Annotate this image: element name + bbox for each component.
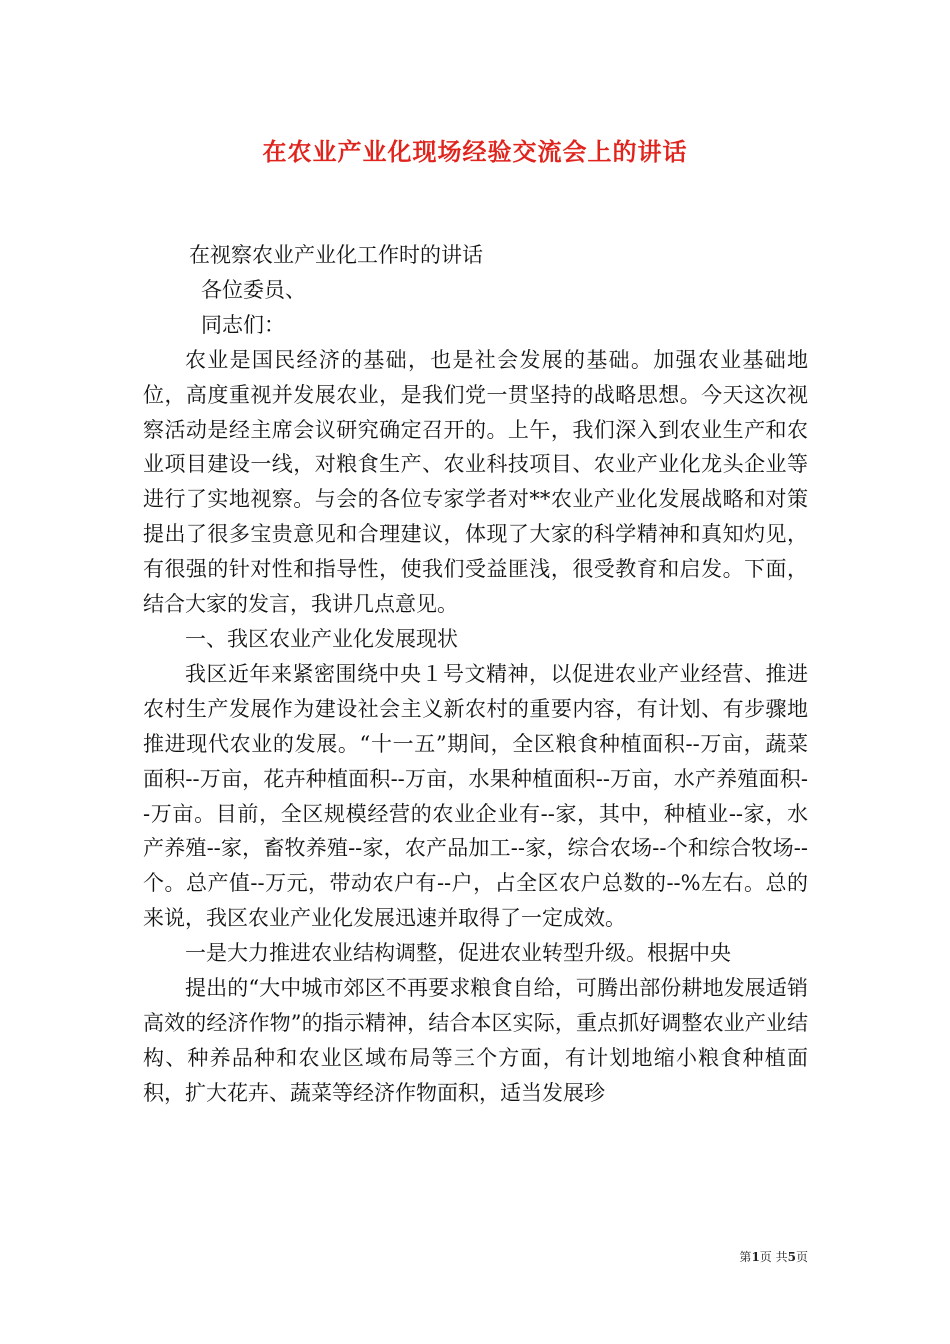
salutation-line-2: 同志们： [201, 312, 285, 337]
body-paragraph: 我区近年来紧密围绕中央１号文精神，以促进农业产业经营、推进农村生产发展作为建设社会主义新农村的重要内容，有计划、有步骤地推进现代农业的发展。“十一五”期间，全区粮食种植面积--万亩，蔬菜面积--万亩，花卉种植面积--万亩，水果种植面积--万亩，水产养殖面积--万亩。目前，全区规模经营的农业企业有--家，其中，种植业--家，水产养殖--家，畜牧养殖--家，农产品加工--家，综合农场--个和综合牧场--个。总产值--万元，带动农户有--户，占全区农户总数的--%左右。总的来说，我区农业产业化发展迅速并取得了一定成效。 [143, 661, 808, 931]
body-paragraph: 提出的“大中城市郊区不再要求粮食自给，可腾出部份耕地发展适销高效的经济作物”的指示精神，结合本区实际，重点抓好调整农业产业结构、种养品种和农业区域布局等三个方面，有计划地缩小粮食种植面积，扩大花卉、蔬菜等经济作物面积，适当发展珍 [143, 976, 808, 1105]
section-heading: 一、我区农业产业化发展现状 [185, 626, 458, 651]
document-title: 在农业产业化现场经验交流会上的讲话 [262, 137, 688, 166]
footer-total-pages: 5 [787, 1250, 796, 1264]
footer-middle: 页 共 [759, 1250, 788, 1264]
body-paragraph: 一是大力推进农业结构调整，促进农业转型升级。根据中央 [185, 941, 731, 966]
body-paragraph: 农业是国民经济的基础，也是社会发展的基础。加强农业基础地位，高度重视并发展农业，是我们党一贯坚持的战略思想。今天这次视察活动是经主席会议研究确定召开的。上午，我们深入到农业生产和农业项目建设一线，对粮食生产、农业科技项目、农业产业化龙头企业等进行了实地视察。与会的各位专家学者对**农业产业化发展战略和对策提出了很多宝贵意见和合理建议，体现了大家的科学精神和真知灼见，有很强的针对性和指导性，使我们受益匪浅，很受教育和启发。下面，结合大家的发言，我讲几点意见。 [143, 347, 808, 617]
document-body [143, 238, 808, 1111]
subtitle-paragraph: 在视察农业产业化工作时的讲话 [189, 243, 483, 267]
page-number-footer [0, 1248, 808, 1265]
salutation-line-1: 各位委员、 [201, 277, 306, 302]
footer-prefix: 第 [739, 1250, 752, 1264]
footer-current-page: 1 [751, 1250, 760, 1264]
footer-suffix: 页 [795, 1250, 808, 1264]
